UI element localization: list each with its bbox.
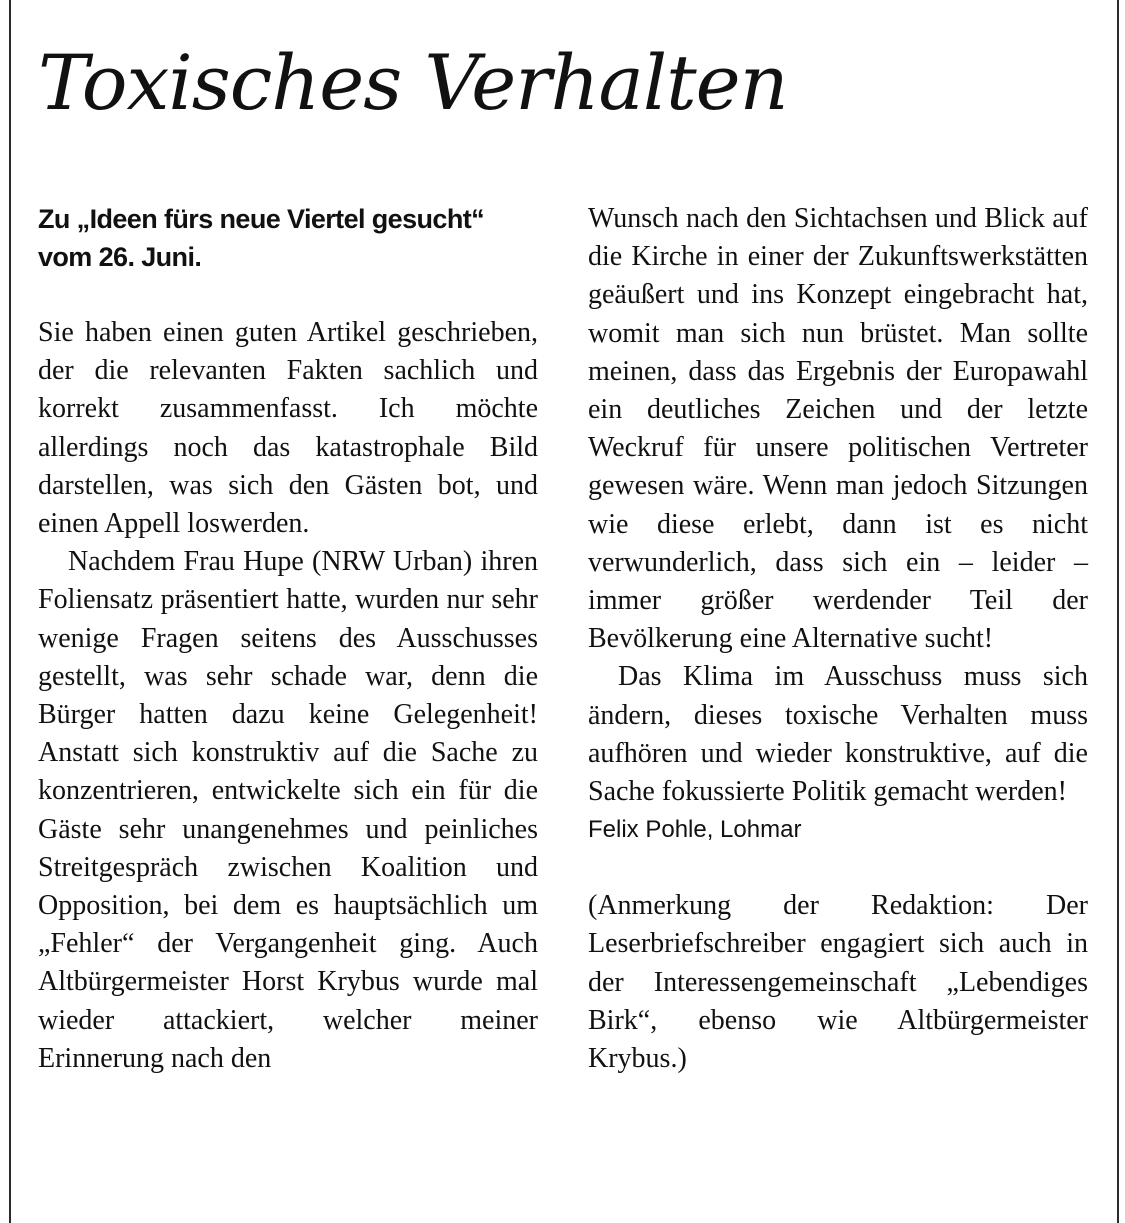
body-paragraph-4: Das Klima im Ausschuss muss sich ändern, dieses toxische Verhalten muss aufhören und wieder konstruktive, auf die Sache fokussierte Politik gemacht werden! bbox=[588, 661, 1088, 808]
body-paragraph-3: Wunsch nach den Sichtachsen und Blick auf die Kirche in einer der Zukunftswerkstätten geäußert und ins Konzept eingebracht hat, womit man sich nun brüstet. Man sollte meinen, dass das Ergebnis der Europawahl ein deutliches Zeichen und der letzte Weckruf für unsere politischen Vertreter gewesen wäre. Wenn man jedoch Sitzungen wie diese erlebt, dann ist es nicht verwunderlich, dass sich ein – leider – immer größer werdender Teil der Bevölkerung eine Alternative sucht! bbox=[588, 203, 1088, 655]
headline: Toxisches Verhalten bbox=[38, 38, 788, 127]
article-reference: Zu „Ideen fürs neue Viertel gesucht“ vom 26. Juni. bbox=[38, 204, 485, 272]
left-column bbox=[38, 200, 538, 1078]
body-paragraph-1: Sie haben einen guten Artikel geschrieben, der die relevanten Fakten sachlich und korrekt zusammenfasst. Ich möchte allerdings noch das katastrophale Bild darstellen, was sich den Gästen bot, und einen Appell loswerden. bbox=[38, 317, 538, 540]
right-column-rule bbox=[1117, 0, 1119, 1223]
left-column-rule bbox=[9, 0, 11, 1223]
editor-note: (Anmerkung der Redaktion: Der Leserbriefschreiber engagiert sich auch in der Interessengemeinschaft „Lebendiges Birk“, ebenso wie Altbürgermeister Krybus.) bbox=[588, 890, 1088, 1075]
author-signature: Felix Pohle, Lohmar bbox=[588, 816, 802, 844]
body-paragraph-2: Nachdem Frau Hupe (NRW Urban) ihren Foliensatz präsentiert hatte, wurden nur sehr wenige Fragen seitens des Ausschusses gestellt, was sehr schade war, denn die Bürger hatten dazu keine Gelegenheit! Anstatt sich konstruktiv auf die Sache zu konzentrieren, entwickelte sich ein für die Gäste sehr unangenehmes und peinliches Streitgespräch zwischen Koalition und Opposition, bei dem es hauptsächlich um „Fehler“ der Vergangenheit ging. Auch Altbürgermeister Horst Krybus wurde mal wieder attackiert, welcher meiner Erinnerung nach den bbox=[38, 546, 538, 1074]
right-column bbox=[588, 200, 1088, 1078]
